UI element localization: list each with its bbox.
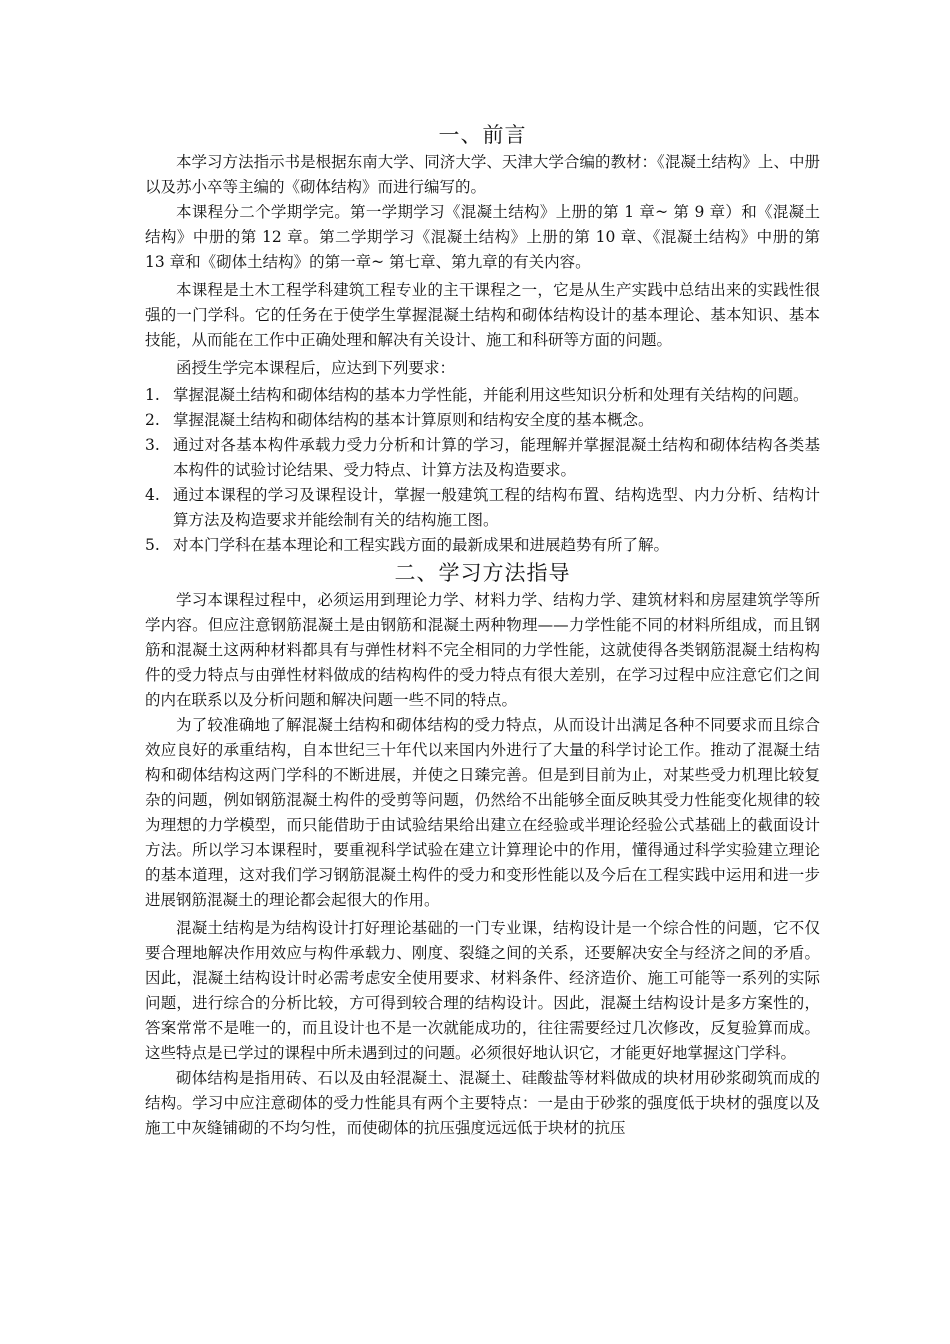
list-item-number: 1. xyxy=(145,386,160,404)
list-item-text: 掌握混凝土结构和砌体结构的基本计算原则和结构安全度的基本概念。 xyxy=(173,411,654,429)
requirements-list xyxy=(145,383,820,558)
list-item-text: 掌握混凝土结构和砌体结构的基本力学性能，并能利用这些知识分析和处理有关结构的问题。 xyxy=(173,386,809,404)
list-item xyxy=(145,433,820,483)
list-item-text: 对本门学科在基本理论和工程实践方面的最新成果和进展趋势有所了解。 xyxy=(173,536,670,554)
list-item-text: 通过对各基本构件承载力受力分析和计算的学习，能理解并掌握混凝土结构和砌体结构各类基本构件的试验讨论结果、受力特点、计算方法及构造要求。 xyxy=(173,436,820,479)
list-item xyxy=(145,408,820,433)
list-item xyxy=(145,533,820,558)
list-item-number: 5. xyxy=(145,536,160,554)
list-item-number: 3. xyxy=(145,436,160,454)
paragraph: 混凝土结构是为结构设计打好理论基础的一门专业课，结构设计是一个综合性的问题，它不仅要合理地解决作用效应与构件承载力、刚度、裂缝之间的关系，还要解决安全与经济之间的矛盾。因此，混凝土结构设计时必需考虑安全使用要求、材料条件、经济造价、施工可能等一系列的实际问题，进行综合的分析比较，方可得到较合理的结构设计。因此，混凝土结构设计是多方案性的，答案常常不是唯一的，而且设计也不是一次就能成功的，往往需要经过几次修改，反复验算而成。这些特点是已学过的课程中所未遇到过的问题。必须很好地认识它，才能更好地掌握这门学科。 xyxy=(145,919,820,1062)
section-title-preface: 一、前言 xyxy=(438,123,527,147)
paragraph: 本课程分二个学期学完。第一学期学习《混凝土结构》上册的第 1 章~ 第 9 章）和《混凝土结构》中册的第 12 章。第二学期学习《混凝土结构》上册的第 10 章、《混凝土结构》中册的第 13 章和《砌体土结构》的第一章~ 第七章、第九章的有关内容。 xyxy=(145,203,820,271)
document-body xyxy=(145,120,820,1141)
paragraph: 为了较准确地了解混凝土结构和砌体结构的受力特点，从而设计出满足各种不同要求而且综合效应良好的承重结构，自本世纪三十年代以来国内外进行了大量的科学讨论工作。推动了混凝土结构和砌体结构这两门学科的不断进展，并使之日臻完善。但是到目前为止，对某些受力机理比较复杂的问题，例如钢筋混凝土构件的受剪等问题，仍然给不出能够全面反映其受力性能变化规律的较为理想的力学模型，而只能借助于由试验结果给出建立在经验或半理论经验公式基础上的截面设计方法。所以学习本课程时，要重视科学试验在建立计算理论中的作用，懂得通过科学实验建立理论的基本道理，这对我们学习钢筋混凝土构件的受力和变形性能以及今后在工程实践中运用和进一步进展钢筋混凝土的理论都会起很大的作用。 xyxy=(145,716,820,909)
list-item-text: 通过本课程的学习及课程设计，掌握一般建筑工程的结构布置、结构选型、内力分析、结构计算方法及构造要求并能绘制有关的结构施工图。 xyxy=(173,486,820,529)
paragraph: 学习本课程过程中，必须运用到理论力学、材料力学、结构力学、建筑材料和房屋建筑学等所学内容。但应注意钢筋混凝土是由钢筋和混凝土两种物理——力学性能不同的材料所组成，而且钢筋和混凝土这两种材料都具有与弹性材料不完全相同的力学性能，这就使得各类钢筋混凝土结构构件的受力特点与由弹性材料做成的结构构件的受力特点有很大差别，在学习过程中应注意它们之间的内在联系以及分析问题和解决问题一些不同的特点。 xyxy=(145,591,820,709)
paragraph: 本学习方法指示书是根据东南大学、同济大学、天津大学合编的教材：《混凝土结构》上、中册以及苏小卒等主编的《砌体结构》而进行编写的。 xyxy=(145,153,820,196)
list-item-number: 2. xyxy=(145,411,160,429)
list-item xyxy=(145,383,820,408)
list-item xyxy=(145,483,820,533)
paragraph: 函授生学完本课程后，应达到下列要求： xyxy=(176,359,456,377)
list-item-number: 4. xyxy=(145,486,160,504)
paragraph: 砌体结构是指用砖、石以及由轻混凝土、混凝土、硅酸盐等材料做成的块材用砂浆砌筑而成的结构。学习中应注意砌体的受力性能具有两个主要特点：一是由于砂浆的强度低于块材的强度以及施工中灰缝铺砌的不均匀性，而使砌体的抗压强度远远低于块材的抗压 xyxy=(145,1069,820,1137)
section-title-study-guide: 二、学习方法指导 xyxy=(394,561,571,585)
paragraph: 本课程是土木工程学科建筑工程专业的主干课程之一，它是从生产实践中总结出来的实践性很强的一门学科。它的任务在于使学生掌握混凝土结构和砌体结构设计的基本理论、基本知识、基本技能，从而能在工作中正确处理和解决有关设计、施工和科研等方面的问题。 xyxy=(145,281,820,349)
